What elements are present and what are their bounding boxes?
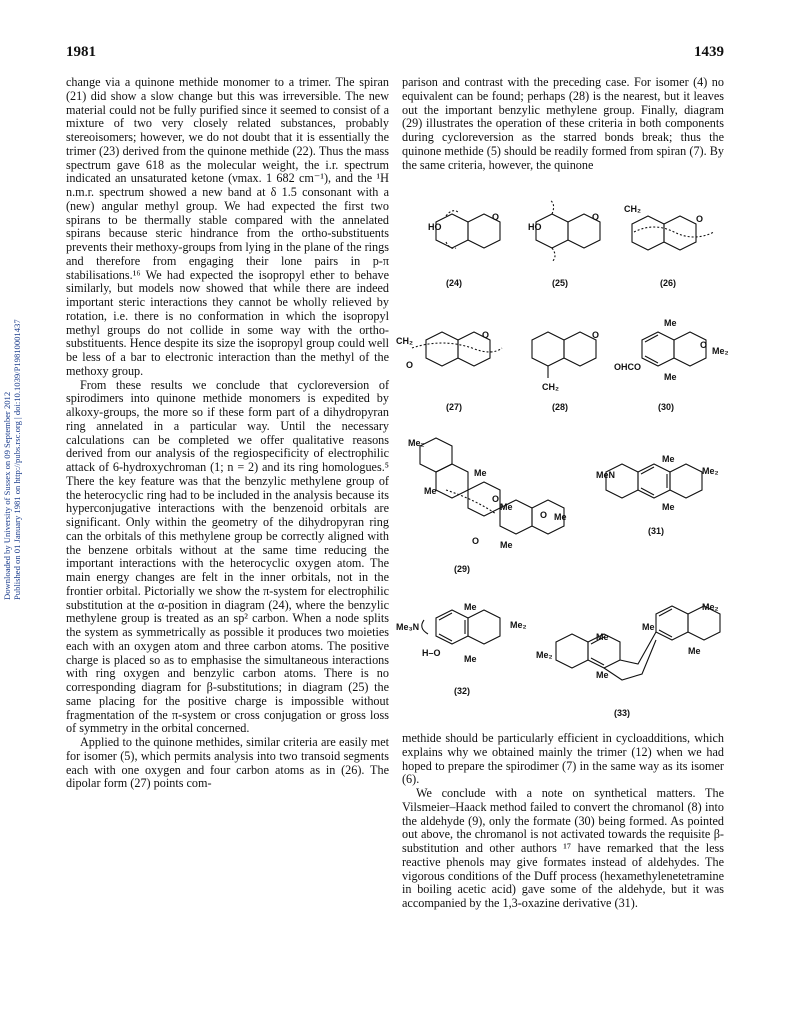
atom-label: Me	[596, 670, 609, 680]
atom-label: O	[482, 330, 490, 340]
atom-label: Me	[500, 502, 513, 512]
atom-label: Me₂	[702, 466, 719, 476]
atom-label: Me	[464, 602, 477, 612]
structure-28	[532, 332, 596, 378]
atom-label: Me	[554, 512, 567, 522]
atom-label: O	[592, 330, 600, 340]
paragraph: methide should be particularly efficient in cycloadditions, which explains why we obtained mainly the trimer (12) when we had hoped to prepare the spirodimer (7) in the same way as its isomer (6).	[402, 731, 724, 787]
atom-label: O	[406, 360, 414, 370]
structure-labels	[396, 204, 729, 680]
doi-line[interactable]: Published on 01 January 1981 on http://pubs.rsc.org | doi:10.1039/P19810001437	[12, 319, 22, 600]
atom-label: O	[696, 214, 704, 224]
atom-label: Me	[464, 654, 477, 664]
structure-25	[536, 200, 600, 262]
atom-label: Me	[662, 454, 675, 464]
atom-label: HO	[428, 222, 442, 232]
figure-label: (25)	[552, 278, 569, 288]
paragraph: We conclude with a note on synthetical matters. The Vilsmeier–Haack method failed to convert the chromanol (8) into the aldehyde (9), only the formate (30) being formed. As pointed out above, the chromanol is not activated towards the requisite β-substitution and other authors ¹⁷ have remarked that the less reactive phenols may give formates instead of aldehydes. The vigorous conditions of the Duff process (hexamethylenetetramine in boiling acetic acid) gave some of the aldehyde, but it was accompanied by the 1,3-oxazine derivative (31).	[402, 786, 724, 910]
figure-label: (31)	[648, 526, 665, 536]
figure-label: (27)	[446, 402, 463, 412]
right-column-text-bottom	[402, 732, 724, 911]
atom-label: O	[540, 510, 548, 520]
figure-label: (28)	[552, 402, 569, 412]
atom-label: CH₂	[396, 336, 413, 346]
structure-24	[436, 211, 500, 249]
atom-label: Me₂	[536, 650, 553, 660]
atom-label: Me₂	[510, 620, 527, 630]
atom-label: O	[492, 212, 500, 222]
atom-label: Me	[596, 632, 609, 642]
atom-label: Me	[664, 372, 677, 382]
download-notice	[2, 150, 22, 600]
atom-label: Me₂	[408, 438, 425, 448]
figure-label: (32)	[454, 686, 471, 696]
journal-year: 1981	[66, 44, 96, 60]
atom-label: H–O	[422, 648, 441, 658]
atom-label: MeN	[596, 470, 616, 480]
atom-label: Me₂	[702, 602, 719, 612]
atom-label: HO	[528, 222, 542, 232]
atom-label: Me	[424, 486, 437, 496]
structure-30	[642, 332, 706, 366]
atom-label: O	[592, 212, 600, 222]
figure-label: (33)	[614, 708, 631, 718]
atom-label: Me	[500, 540, 513, 550]
structure-31	[606, 464, 702, 498]
paragraph: parison and contrast with the preceding case. For isomer (4) no equivalent can be found; perhaps (28) is the nearest, but it leaves out the important benzylic methylene group. Finally, diagram (29) illustrates the operation of these criteria in both components during cycloreversion as the starred bonds break; thus the quinone methide (5) should be readily formed from spiran (7). By the same criteria, however, the quinone	[402, 75, 724, 172]
atom-label: CH₂	[542, 382, 559, 392]
figure-label: (24)	[446, 278, 463, 288]
atom-label: Me	[474, 468, 487, 478]
figure-label: (26)	[660, 278, 677, 288]
atom-label: Me₃N	[396, 622, 420, 632]
atom-label: Me	[664, 318, 677, 328]
structure-32	[422, 610, 500, 644]
atom-label: Me	[642, 622, 655, 632]
paragraph: From these results we conclude that cycloreversion of spirodimers into quinone methide monomers is expedited by alkoxy-groups, the more so if these form part of a dihydropyran ring annelated in a particular way. Until the necessary calculations can be completed we offer qualitative reasons derived from our analysis of the regiospecificity of electrophilic attack of 6-hydroxychroman (1; n = 2) and its ring homologues.⁵ There the key feature was that the benzylic methylene group of the heterocyclic ring had to be included in the analysis because its hyperconjugative interactions with the benzenoid orbitals are significant. Only within the geometry of the dihydropyran ring can the orbitals of this methylene group be correctly aligned with the benzene orbitals without at the same time reducing the important interactions with the heterocyclic oxygen atom. The main energy changes are felt in the inner orbitals, not in the frontier orbital. Pictorially we show the π-system for electrophilic substitution at the α-position in diagram (24), where the benzylic methylene group is treated as an sp² carbon. When a node splits the system as symmetrically as possible it produces two moieties each with an oxygen atom and three carbon atoms. The positive charge is placed so as to emphasise the simultaneous interactions with ring oxygen and benzylic carbon atoms. There is no corresponding diagram for β-substitutions; in diagram (25) the same placing for the positive charge is impossible without fragmentation of the π-system or cross conjugation or gross loss of symmetry in the orbital concerned.	[66, 377, 389, 736]
atom-label: Me	[688, 646, 701, 656]
figure-label: (30)	[658, 402, 675, 412]
paragraph: Applied to the quinone methides, similar criteria are easily met for isomer (5), which permits analysis into two transoid segments each with one oxygen and four carbon atoms as in (26). The dipolar form (27) points com-	[66, 735, 389, 791]
atom-label: Me₂	[712, 346, 729, 356]
page-number: 1439	[694, 44, 724, 60]
atom-label: OHCO	[614, 362, 641, 372]
download-line: Downloaded by University of Sussex on 09 September 2012	[2, 391, 12, 600]
atom-label: CH₂	[624, 204, 641, 214]
left-column-text	[66, 76, 389, 791]
right-column-text-top	[402, 76, 724, 172]
atom-label: Me	[662, 502, 675, 512]
structure-33	[556, 606, 720, 680]
atom-label: O	[700, 340, 708, 350]
atom-label: O	[492, 494, 500, 504]
chemical-structures	[396, 198, 732, 726]
paragraph: change via a quinone methide monomer to a trimer. The spiran (21) did show a slow change but this was irreversible. The new material could not be fully purified since it seemed to consist of a mixture of two very closely related substances, probably stereoisomers; however, we do not doubt that it is essentially the trimer (23) derived from the quinone methide (22). Thus the mass spectrum gave 618 as the molecular weight, the i.r. spectrum indicated an unsaturated ketone (νmax. 1 682 cm⁻¹), and the ¹H n.m.r. spectrum showed a new band at δ 1.5 consonant with a (new) angular methyl group. We had expected the first two spirans to be thermally stable compared with the annelated spirans because steric hindrance from the ortho-substituents prevents their methoxy-groups from lying in the plane of the rings and therefore from engaging their lone pairs in p-π stabilisations.¹⁶ We had expected the isopropyl ether to behave similarly, but models now showed that while there are indeed important steric interactions they cannot be wholly relieved by rotation, i.e. there is no conformation in which the isopropyl methyl groups do not collide in some way with the ortho-substituents. Hence despite its size the isopropyl group could well be less of a bar to electronic interaction than the methyl of the methoxy group.	[66, 75, 389, 378]
atom-label: O	[472, 536, 480, 546]
figure-label: (29)	[454, 564, 471, 574]
